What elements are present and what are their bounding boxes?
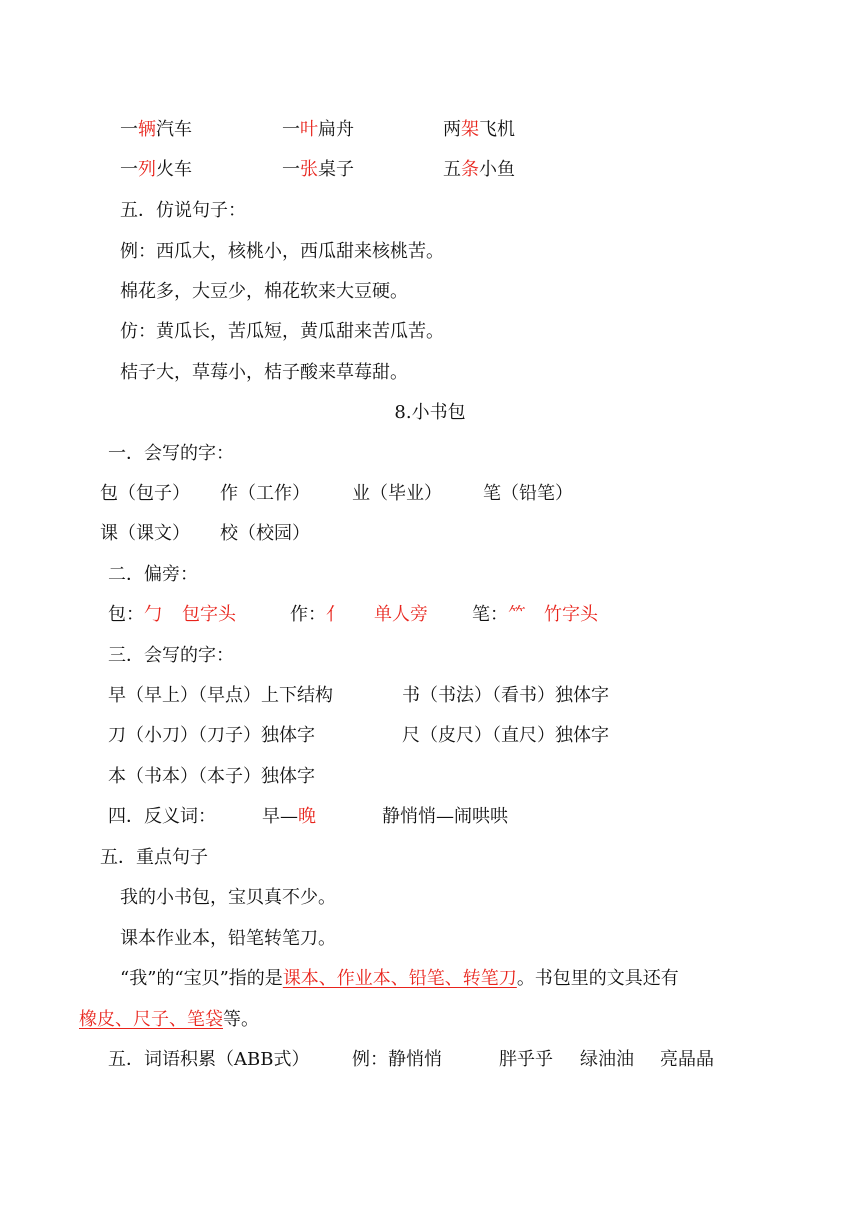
write-char-item: 笔（铅笔） — [483, 483, 573, 504]
imitate-practice-line-2: 桔子大，草莓小，桔子酸来草莓甜。 — [120, 362, 408, 383]
abb-heading: 五．词语积累（ABB式） — [108, 1049, 310, 1070]
radical-item-2: 作：亻 单人旁 — [290, 604, 428, 625]
measure-word-6: 五条小鱼 — [443, 159, 515, 180]
write-char-item: 校（校园） — [220, 523, 310, 544]
radicals-heading: 二．偏旁： — [108, 564, 198, 585]
key-sentence-line: 我的小书包，宝贝真不少。 — [120, 887, 336, 908]
radical-item-3: 笔：⺮ 竹字头 — [472, 604, 598, 625]
write-char2-item: 刀（小刀）（刀子）独体字 — [108, 725, 315, 746]
answer-stationery: 橡皮、尺子、笔袋 — [79, 1009, 223, 1030]
radical-glyph: 勹 — [144, 604, 162, 625]
key-sentences-heading: 五．重点句子 — [100, 847, 208, 868]
imitate-heading: 五．仿说句子： — [120, 200, 246, 221]
key-sentence-line-2: 课本作业本，铅笔转笔刀。 — [120, 928, 336, 949]
imitate-practice-line: 仿：黄瓜长，苦瓜短，黄瓜甜来苦瓜苦。 — [120, 321, 444, 342]
abb-word: 绿油油 — [580, 1049, 634, 1070]
answer-treasures: 课本、作业本、铅笔、转笔刀 — [282, 968, 517, 989]
write-char-item: 业（毕业） — [352, 483, 442, 504]
write-char-item: 作（工作） — [220, 483, 310, 504]
measure-word-5: 一张桌子 — [282, 159, 354, 180]
write-char2-item: 本（书本）（本子）独体字 — [108, 766, 315, 787]
measure-word-1: 一辆汽车 — [120, 119, 192, 140]
write-chars-heading: 一．会写的字： — [108, 443, 234, 464]
radical-glyph: 亻 — [326, 604, 344, 625]
write-chars2-heading: 三．会写的字： — [108, 645, 234, 666]
write-char-item: 包（包子） — [100, 483, 190, 504]
radical-name: 竹字头 — [544, 604, 598, 625]
key-question-line-2: 橡皮、尺子、笔袋等。 — [79, 1009, 259, 1030]
write-char2-item: 书（书法）（看书）独体字 — [402, 685, 609, 706]
write-char-item: 课（课文） — [100, 523, 190, 544]
antonym-pair-1: 早—晚 — [262, 806, 316, 827]
radical-name: 包字头 — [182, 604, 236, 625]
antonym-pair-2: 静悄悄—闹哄哄 — [382, 806, 508, 827]
write-char2-item: 早（早上）（早点）上下结构 — [108, 685, 333, 706]
radical-name: 单人旁 — [374, 604, 428, 625]
abb-word: 胖乎乎 — [499, 1049, 553, 1070]
radical-item-1: 包：勹 包字头 — [108, 604, 236, 625]
antonyms-heading: 四．反义词： — [108, 806, 216, 827]
key-question-line: “我”的“宝贝”指的是课本、作业本、铅笔、转笔刀。书包里的文具还有 — [120, 968, 679, 989]
abb-word: 亮晶晶 — [660, 1049, 714, 1070]
imitate-example-line-2: 棉花多，大豆少，棉花软来大豆硬。 — [120, 281, 408, 302]
measure-word-4: 一列火车 — [120, 159, 192, 180]
abb-example: 例：静悄悄 — [352, 1049, 442, 1070]
lesson-title: 8.小书包 — [394, 402, 466, 423]
radical-glyph: ⺮ — [508, 604, 526, 625]
measure-word-3: 两架飞机 — [443, 119, 515, 140]
write-char2-item: 尺（皮尺）（直尺）独体字 — [402, 725, 609, 746]
measure-word-2: 一叶扁舟 — [282, 119, 354, 140]
imitate-example-line: 例：西瓜大，核桃小，西瓜甜来核桃苦。 — [120, 241, 444, 262]
